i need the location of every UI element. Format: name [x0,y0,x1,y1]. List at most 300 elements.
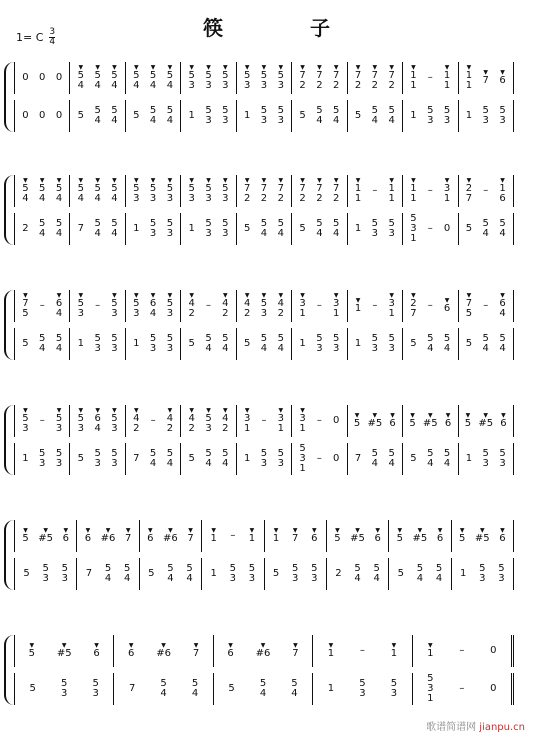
note: 5 [77,298,85,309]
accent-mark: ▼ [23,527,28,534]
accent-mark: ▼ [189,64,195,71]
measure [403,213,458,245]
chord [298,408,307,434]
note: 4 [104,573,112,584]
note: 7 [465,193,473,204]
note: 5 [39,218,46,229]
accent-mark: ▼ [167,407,173,414]
chord [354,111,363,121]
note: – [316,415,322,426]
note: 5 [111,413,118,424]
note: 5 [39,333,46,344]
measure [237,328,292,360]
accent-mark: ▼ [150,292,156,299]
measure [292,443,347,475]
accent-mark: ▼ [95,64,100,71]
note: 5 [77,70,85,81]
note: 5 [354,563,361,574]
note: 5 [149,105,157,116]
note: 5 [388,448,395,459]
measure [237,290,292,322]
note: 5 [104,563,112,574]
chord [298,224,307,234]
chord [21,528,30,544]
accent-mark: ▼ [56,292,62,299]
note: 3 [427,683,434,694]
chord [21,339,30,349]
note: 3 [149,228,157,239]
note: 4 [149,115,157,126]
chord [149,178,158,204]
note: 7 [299,70,306,81]
note: 5 [299,110,306,121]
measure [292,328,347,360]
accent-mark: ▼ [427,412,433,419]
note: 2 [299,193,306,204]
note: 4 [188,298,195,309]
lower-staff [14,100,514,132]
note: 1 [460,568,467,579]
note: – [483,300,489,311]
chord [243,293,252,319]
note: 1 [388,308,395,319]
note: 4 [316,115,323,126]
accent-mark: ▼ [355,527,360,534]
chord [326,643,335,659]
chord [276,293,285,319]
note: 5 [311,563,318,574]
chord [57,643,72,659]
note: 5 [191,678,199,689]
note: 5 [166,70,174,81]
note: 1 [188,110,195,121]
accent-mark: ▼ [150,64,156,71]
chord [387,219,396,239]
note: 5 [371,448,379,459]
accent-mark: ▼ [333,177,339,184]
accent-mark: ▼ [465,412,471,419]
measure [126,443,181,475]
accent-mark: ▼ [167,64,173,71]
note: 6 [444,418,452,429]
chord [243,454,252,464]
accent-mark: ▼ [278,64,284,71]
chord [498,334,507,354]
note: 5 [292,563,299,574]
note: 6 [500,418,507,429]
chord [165,65,174,91]
note: 2 [243,193,251,204]
chord [370,334,379,354]
chord [291,528,300,544]
chord [387,178,396,204]
chord [76,111,85,121]
measure [292,405,347,437]
accent-mark: ▼ [112,407,117,414]
note: – [459,683,465,694]
chord [426,643,435,659]
note: – [261,415,267,426]
note: 5 [166,218,174,229]
accent-mark: ▼ [193,642,199,649]
measure [459,62,514,94]
accent-mark: ▼ [112,177,117,184]
accent-mark: ▼ [189,407,195,414]
note: 1 [133,338,140,349]
note: 5 [77,183,85,194]
note: 4 [39,193,46,204]
chord [92,643,101,659]
chord [163,528,178,544]
note: 5 [277,105,284,116]
note: 3 [260,80,268,91]
note: 3 [133,193,140,204]
note: 5 [333,105,340,116]
measure [214,673,313,705]
note: 3 [410,223,417,234]
accent-mark: ▼ [94,642,99,649]
chord [243,65,252,91]
accent-mark: ▼ [112,292,117,299]
accent-mark: ▼ [43,527,48,534]
note: 1 [243,110,251,121]
chord [91,679,100,699]
accent-mark: ▼ [244,292,250,299]
accent-mark: ▼ [56,177,62,184]
note: – [359,645,365,656]
chord [243,111,252,121]
chord [332,416,341,426]
note: – [39,415,45,426]
chord [426,334,435,354]
note: 5 [499,448,506,459]
note: 4 [111,193,118,204]
note: 1 [354,338,362,349]
note: 5 [291,678,298,689]
accent-mark: ▼ [483,69,489,76]
accent-mark: ▼ [168,527,173,534]
note: 5 [277,218,284,229]
chord [165,219,174,239]
note: 5 [94,105,101,116]
note: 2 [316,193,323,204]
note: 5 [499,218,506,229]
accent-mark: ▼ [479,527,485,534]
note: 5 [272,568,280,579]
measure [413,673,514,705]
note: 4 [222,343,229,354]
note: 5 [334,533,341,544]
note: 3 [111,423,118,434]
chord [132,339,141,349]
accent-mark: ▼ [78,407,84,414]
note: 6 [147,533,154,544]
chord [332,334,341,354]
note: 3 [55,458,63,469]
note: 5 [333,333,340,344]
note: 5 [22,533,29,544]
note: 4 [149,458,157,469]
chord [276,106,285,126]
note: 3 [333,298,340,309]
note: 5 [61,678,68,689]
note: 4 [166,413,174,424]
chord [221,293,230,319]
note: 3 [111,343,118,354]
note: 3 [205,115,212,126]
note: 7 [277,183,284,194]
note: 0 [55,110,63,121]
measure [389,520,451,552]
accent-mark: ▼ [292,527,298,534]
chord [55,111,64,121]
note: 3 [229,573,236,584]
note: 5 [55,448,63,459]
measure [15,100,70,132]
chord [409,454,418,464]
measure [292,175,347,207]
note: 3 [498,573,505,584]
measure [15,62,70,94]
chord [387,106,396,126]
chord [55,334,64,354]
note: 4 [77,80,85,91]
note: 5 [205,183,212,194]
note: 3 [188,193,195,204]
note: 0 [22,110,29,121]
note: 2 [299,80,306,91]
note: 3 [222,228,229,239]
note: 4 [94,193,101,204]
chord [315,454,324,464]
note: 5 [371,218,379,229]
note: 4 [499,343,506,354]
note: 3 [149,193,157,204]
note: 5 [260,333,268,344]
chord [191,679,200,699]
note: 0 [55,72,63,83]
note: 5 [222,448,229,459]
note: 4 [443,458,451,469]
note: 4 [354,573,361,584]
chord [315,219,324,239]
chord [187,408,196,434]
score-system [14,62,514,132]
accent-mark: ▼ [223,64,228,71]
note: 5 [260,218,268,229]
note: 0 [490,683,497,694]
chord [426,301,435,311]
chord [21,178,30,204]
note: 5 [388,333,395,344]
chord [413,528,428,544]
note: 1 [327,683,335,694]
note: 5 [77,453,85,464]
measure [126,405,181,437]
chord [38,449,47,469]
note: 5 [149,218,157,229]
note: 5 [22,413,29,424]
chord [443,224,452,234]
chord [499,413,508,429]
note: 3 [299,453,306,464]
note: 6 [93,648,100,659]
chord [415,564,424,584]
chord [76,454,85,464]
note: 1 [354,183,362,194]
measure [389,558,451,590]
chord [409,111,418,121]
note: 3 [39,458,46,469]
chord [332,454,341,464]
chord [315,334,324,354]
note: 5 [205,413,212,424]
chord [395,528,404,544]
watermark [426,718,525,733]
chord [76,408,85,434]
page-title: 筷 子 [203,16,370,40]
chord [259,679,268,699]
chord [204,334,213,354]
chord [124,528,133,544]
accent-mark: ▼ [355,177,361,184]
accent-mark: ▼ [125,527,131,534]
chord [110,408,119,434]
measure [237,175,292,207]
chord [38,73,47,83]
accent-mark: ▼ [260,642,266,649]
measure [403,100,458,132]
note: #5 [56,648,72,659]
note: 3 [333,343,340,354]
chord [243,339,252,349]
note: – [206,300,212,311]
note: 5 [333,218,340,229]
note: 1 [354,223,362,234]
chord [132,111,141,121]
note: 1 [243,453,251,464]
measure [70,443,125,475]
accent-mark: ▼ [500,527,505,534]
chord [149,416,158,426]
chord [259,449,268,469]
measure [265,558,327,590]
note: 5 [373,563,380,574]
note: – [459,645,465,656]
note: 7 [124,533,132,544]
note: 6 [127,648,135,659]
note: 6 [443,303,451,314]
accent-mark: ▼ [278,407,284,414]
note: 4 [277,343,284,354]
note: 3 [482,115,489,126]
chord [76,178,85,204]
note: 5 [222,218,229,229]
measure [15,405,70,437]
chord [409,65,418,91]
chord [387,334,396,354]
note: 3 [316,343,323,354]
chord [333,528,342,544]
accent-mark: ▼ [244,64,250,71]
chord [498,219,507,239]
chord [166,564,175,584]
measure [292,62,347,94]
note: 5 [499,105,506,116]
chord [276,65,285,91]
note: 5 [243,70,251,81]
chord [21,408,30,434]
measure [15,635,114,667]
accent-mark: ▼ [167,177,173,184]
accent-mark: ▼ [273,527,279,534]
chord [298,111,307,121]
chord [310,564,319,584]
upper-staff [14,520,514,552]
note: 2 [277,193,284,204]
chord [55,293,64,319]
note: 4 [499,308,506,319]
note: 2 [188,308,195,319]
note: 5 [229,563,236,574]
note: 7 [299,183,306,194]
measure [70,328,125,360]
note: 5 [166,183,174,194]
note: 2 [388,80,395,91]
note: 4 [111,228,118,239]
note: 5 [22,338,29,349]
accent-mark: ▼ [300,292,305,299]
chord [204,408,213,434]
chord [370,219,379,239]
note: 4 [22,193,29,204]
chord [149,449,158,469]
chord [38,416,47,426]
note: 6 [227,648,234,659]
note: 5 [222,70,229,81]
chord [478,564,487,584]
chord [93,334,102,354]
chord [55,449,64,469]
chord [187,111,196,121]
note: 5 [133,110,140,121]
note: 7 [192,648,200,659]
chord [498,178,507,204]
measure [15,558,77,590]
chord [61,528,70,544]
note: 3 [94,343,101,354]
note: 3 [188,80,195,91]
note: 7 [388,70,395,81]
note: 6 [499,533,506,544]
measure [459,405,514,437]
watermark-url: jianpu.cn [479,722,525,733]
note: 1 [210,533,217,544]
measure [214,635,313,667]
note: 1 [299,338,306,349]
note: 5 [55,218,63,229]
measure [348,405,403,437]
note: 3 [166,308,174,319]
chord [84,569,93,579]
note: 3 [371,228,379,239]
measure [292,290,347,322]
accent-mark: ▼ [206,407,211,414]
measure [237,405,292,437]
note: 7 [465,298,473,309]
chord [315,178,324,204]
chord [55,178,64,204]
